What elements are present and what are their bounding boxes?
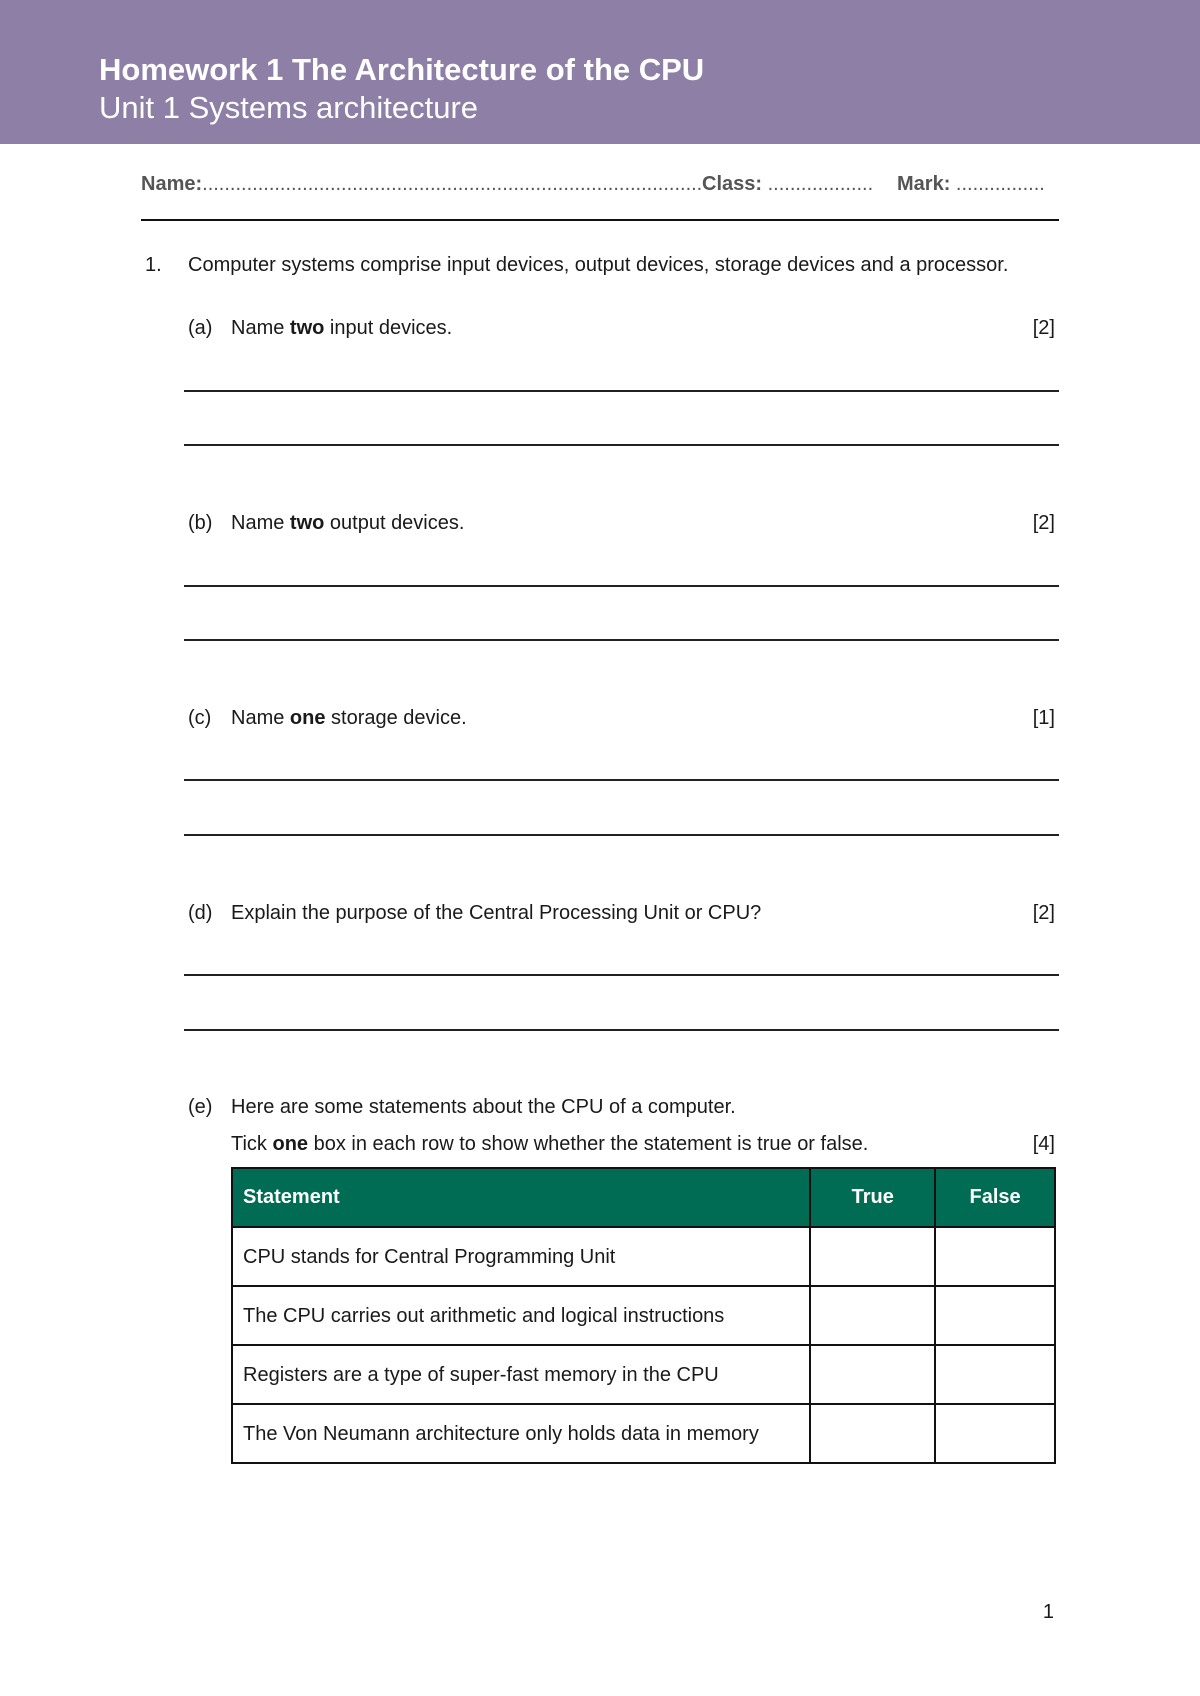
statement-cell: CPU stands for Central Programming Unit bbox=[232, 1227, 810, 1286]
part-a-label: (a) bbox=[188, 317, 213, 339]
answer-line-a1[interactable] bbox=[184, 390, 1059, 392]
name-field[interactable] bbox=[141, 172, 702, 196]
mark-label: Mark: bbox=[897, 173, 951, 195]
header-true: True bbox=[810, 1168, 935, 1227]
part-d-text: Explain the purpose of the Central Processing Unit or CPU? bbox=[231, 902, 762, 924]
table-row bbox=[232, 1286, 1055, 1345]
answer-line-d2[interactable] bbox=[184, 1029, 1059, 1031]
part-e-marks: [4] bbox=[1032, 1133, 1055, 1155]
class-label: Class: bbox=[702, 173, 763, 195]
page-subtitle: Unit 1 Systems architecture bbox=[99, 90, 479, 125]
false-tick-box[interactable] bbox=[935, 1404, 1055, 1463]
header-banner bbox=[0, 0, 1200, 144]
class-field[interactable] bbox=[702, 172, 873, 196]
page-number: 1 bbox=[1042, 1601, 1054, 1623]
true-tick-box[interactable] bbox=[810, 1345, 935, 1404]
question-number: 1. bbox=[145, 254, 162, 276]
statement-cell: Registers are a type of super-fast memory in the CPU bbox=[232, 1345, 810, 1404]
answer-line-b1[interactable] bbox=[184, 585, 1059, 587]
part-e-line1: Here are some statements about the CPU of a computer. bbox=[231, 1096, 736, 1118]
table-header-row bbox=[232, 1168, 1055, 1227]
statement-table bbox=[231, 1167, 1056, 1464]
part-e-line2: Tick one box in each row to show whether the statement is true or false. bbox=[231, 1133, 869, 1155]
part-c-marks: [1] bbox=[1032, 707, 1055, 729]
question-stem: Computer systems comprise input devices, output devices, storage devices and a processor. bbox=[188, 254, 1009, 276]
false-tick-box[interactable] bbox=[935, 1227, 1055, 1286]
table-row bbox=[232, 1227, 1055, 1286]
part-d-label: (d) bbox=[188, 902, 213, 924]
statement-cell: The CPU carries out arithmetic and logical instructions bbox=[232, 1286, 810, 1345]
header-rule bbox=[141, 219, 1059, 221]
part-a-text: Name two input devices. bbox=[231, 317, 453, 339]
part-b-text: Name two output devices. bbox=[231, 512, 465, 534]
mark-field[interactable] bbox=[897, 172, 1045, 196]
false-tick-box[interactable] bbox=[935, 1286, 1055, 1345]
answer-line-d1[interactable] bbox=[184, 974, 1059, 976]
mark-dots: ................ bbox=[955, 173, 1045, 195]
true-tick-box[interactable] bbox=[810, 1227, 935, 1286]
part-c-label: (c) bbox=[188, 707, 212, 729]
part-e-label: (e) bbox=[188, 1096, 213, 1118]
page-title: Homework 1 The Architecture of the CPU bbox=[99, 52, 705, 87]
part-c-text: Name one storage device. bbox=[231, 707, 467, 729]
name-label: Name: bbox=[141, 173, 203, 195]
part-a-marks: [2] bbox=[1032, 317, 1055, 339]
answer-line-a2[interactable] bbox=[184, 444, 1059, 446]
part-d-marks: [2] bbox=[1032, 902, 1055, 924]
header-statement: Statement bbox=[232, 1168, 810, 1227]
part-b-label: (b) bbox=[188, 512, 213, 534]
true-tick-box[interactable] bbox=[810, 1404, 935, 1463]
answer-line-c1[interactable] bbox=[184, 779, 1059, 781]
true-tick-box[interactable] bbox=[810, 1286, 935, 1345]
table-row bbox=[232, 1345, 1055, 1404]
false-tick-box[interactable] bbox=[935, 1345, 1055, 1404]
table-row bbox=[232, 1404, 1055, 1463]
answer-line-c2[interactable] bbox=[184, 834, 1059, 836]
name-dots: .......................................................................................... bbox=[202, 173, 703, 195]
header-false: False bbox=[935, 1168, 1055, 1227]
class-dots: ................... bbox=[767, 173, 874, 195]
answer-line-b2[interactable] bbox=[184, 639, 1059, 641]
statement-cell: The Von Neumann architecture only holds data in memory bbox=[232, 1404, 810, 1463]
part-b-marks: [2] bbox=[1032, 512, 1055, 534]
